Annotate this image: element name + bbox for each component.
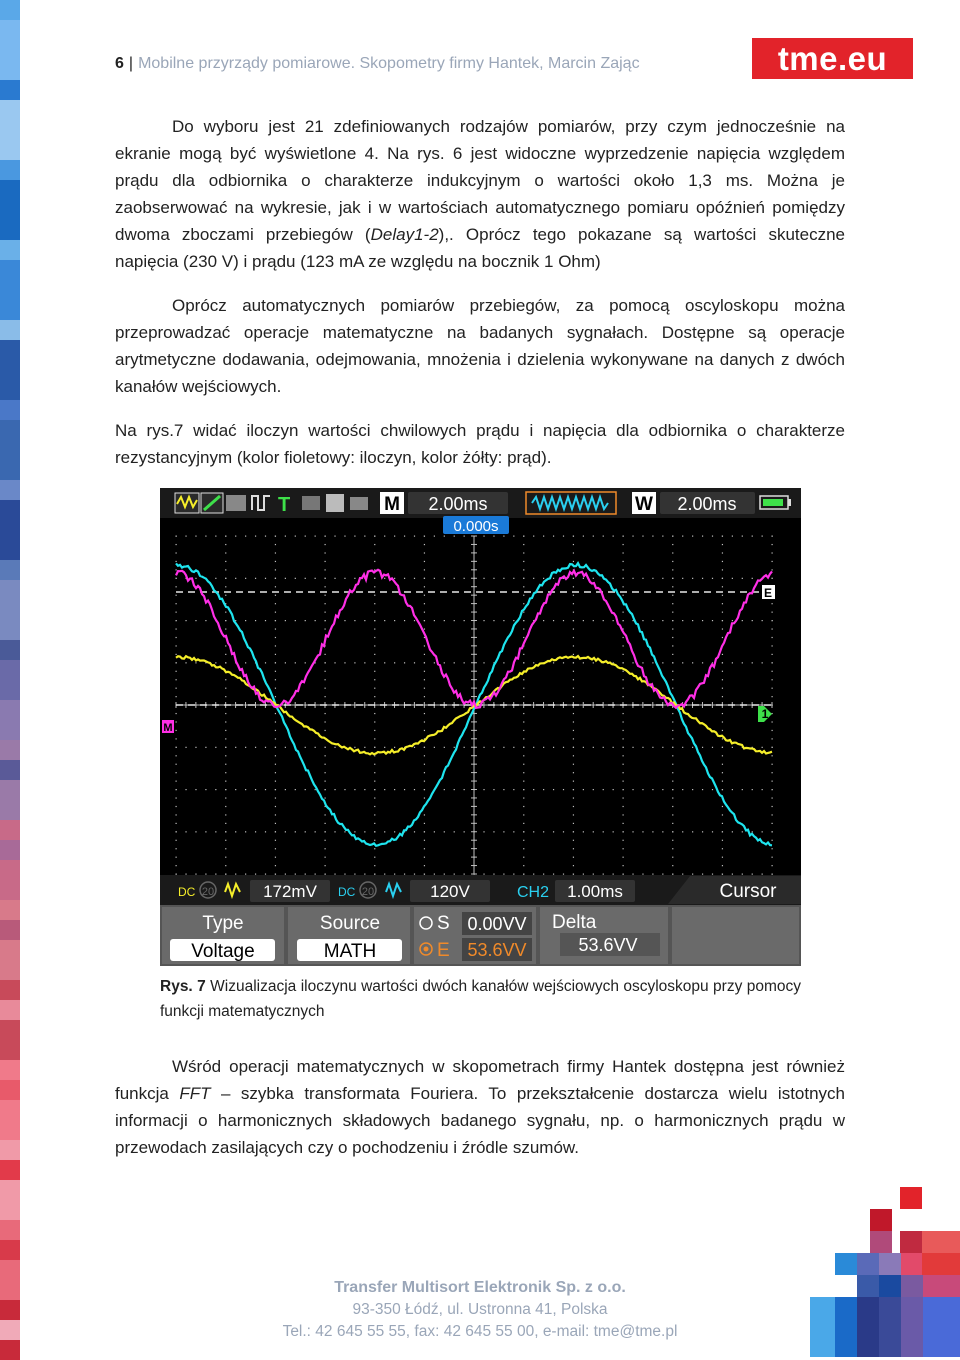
strip-tile xyxy=(0,480,20,500)
decorative-left-strip xyxy=(0,0,20,1357)
strip-tile xyxy=(0,1100,20,1120)
display-icon xyxy=(302,496,320,510)
strip-tile xyxy=(0,960,20,980)
ch2-scale: 120V xyxy=(430,882,470,901)
strip-tile xyxy=(0,980,20,1000)
window-timebase-value: 2.00ms xyxy=(677,494,737,514)
strip-tile xyxy=(0,880,20,900)
window-label: W xyxy=(635,494,653,515)
footer-address: 93-350 Łódź, ul. Ustronna 41, Polska xyxy=(352,1301,608,1318)
strip-tile xyxy=(0,520,20,540)
ch1-marker: 1 xyxy=(761,707,769,721)
strip-tile xyxy=(0,560,20,580)
strip-tile xyxy=(0,200,20,220)
strip-tile xyxy=(0,1080,20,1100)
strip-tile xyxy=(0,260,20,280)
strip-tile xyxy=(0,400,20,420)
strip-tile xyxy=(0,660,20,680)
caption-label: Rys. 7 xyxy=(160,978,206,995)
strip-tile xyxy=(0,1340,20,1360)
strip-tile xyxy=(0,360,20,380)
strip-tile xyxy=(0,440,20,460)
strip-tile xyxy=(0,940,20,960)
paragraph-text: Oprócz automatycznych pomiarów przebiegów, za pomocą oscyloskopu można przeprowadzać operacje matematyczne na badanych sygnałach. Dostępne są operacje arytmetyczne dodawania, odejmowania, mnożenia i dzielenia wykonywane na danych z dwóch kanałów wejściowych. xyxy=(115,296,845,396)
strip-tile xyxy=(0,240,20,260)
mode-label: M xyxy=(384,494,400,515)
ch2-probe: 20 xyxy=(361,886,375,898)
trigger-source: CH2 xyxy=(517,884,550,901)
strip-tile xyxy=(0,580,20,600)
menu-title: Cursor xyxy=(719,881,777,902)
paragraph-figure-reference xyxy=(115,417,845,471)
delta-label: Delta xyxy=(552,912,597,933)
source-value: MATH xyxy=(323,941,377,962)
strip-tile xyxy=(0,40,20,60)
strip-tile xyxy=(0,1140,20,1160)
document-title: Mobilne przyrządy pomiarowe. Skopometry firmy Hantek, Marcin Zając xyxy=(138,55,640,72)
caption-text: Wizualizacja iloczynu wartości dwóch kanałów wejściowych oscyloskopu przy pomocy funkcji matematycznych xyxy=(160,978,801,1020)
strip-tile xyxy=(0,160,20,180)
delta-value: 53.6VV xyxy=(578,935,638,955)
ch1-coupling: DC xyxy=(178,885,196,899)
strip-tile xyxy=(0,1220,20,1240)
strip-tile xyxy=(0,100,20,120)
strip-tile xyxy=(0,780,20,800)
strip-tile xyxy=(0,420,20,440)
type-label: Type xyxy=(202,913,244,934)
strip-tile xyxy=(0,460,20,480)
strip-tile xyxy=(0,300,20,320)
strip-tile xyxy=(0,620,20,640)
strip-tile xyxy=(0,600,20,620)
paragraph-measurements xyxy=(115,113,845,275)
e-value: 53.6VV xyxy=(467,940,527,960)
page-header xyxy=(115,55,640,73)
footer-company: Transfer Multisort Elektronik Sp. z o.o. xyxy=(334,1279,626,1296)
footer-contact: Tel.: 42 645 55 55, fax: 42 645 55 00, e-mail: tme@tme.pl xyxy=(282,1323,678,1340)
strip-tile xyxy=(0,500,20,520)
empty-menu-slot[interactable] xyxy=(672,907,799,964)
strip-tile xyxy=(0,700,20,720)
oscilloscope-screenshot xyxy=(160,488,801,966)
paragraph-italic: Delay1-2 xyxy=(370,225,439,244)
strip-tile xyxy=(0,0,20,20)
strip-tile xyxy=(0,1240,20,1260)
header-separator: | xyxy=(128,55,134,72)
strip-tile xyxy=(0,80,20,100)
acquire-icon xyxy=(226,495,246,511)
strip-tile xyxy=(0,220,20,240)
strip-tile xyxy=(0,900,20,920)
timebase-value: 2.00ms xyxy=(428,494,488,514)
strip-tile xyxy=(0,180,20,200)
paragraph-text: Wśród operacji matematycznych w skopometrach firmy Hantek dostępna jest również funkcja xyxy=(115,1057,845,1103)
s-label: S xyxy=(437,913,450,934)
strip-tile xyxy=(0,760,20,780)
ch1-scale: 172mV xyxy=(263,882,317,901)
math-channel-marker: M xyxy=(163,722,173,734)
strip-tile xyxy=(0,380,20,400)
oscilloscope-display xyxy=(160,488,801,966)
strip-tile xyxy=(0,60,20,80)
strip-tile xyxy=(0,120,20,140)
strip-tile xyxy=(0,820,20,840)
strip-tile xyxy=(0,840,20,860)
page-number: 6 xyxy=(115,55,124,72)
strip-tile xyxy=(0,800,20,820)
cursor-e-marker: E xyxy=(763,586,773,600)
save-icon xyxy=(326,494,344,512)
strip-tile xyxy=(0,1000,20,1020)
strip-tile xyxy=(0,1180,20,1200)
strip-tile xyxy=(0,1120,20,1140)
strip-tile xyxy=(0,740,20,760)
strip-tile xyxy=(0,920,20,940)
strip-tile xyxy=(0,1260,20,1280)
paragraph-fft xyxy=(115,1053,845,1161)
ch2-coupling: DC xyxy=(338,885,356,899)
paragraph-text: – szybka transformata Fouriera. To przekształcenie dostarcza wielu istotnych informacji o harmonicznych składowych badanego sygnału, np. o harmonicznych prądu w przewodach zasilających czy o pochodzeniu i źródle szumów. xyxy=(115,1084,846,1157)
strip-tile xyxy=(0,680,20,700)
strip-tile xyxy=(0,280,20,300)
strip-tile xyxy=(0,20,20,40)
tme-logo: tme.eu xyxy=(752,38,913,79)
strip-tile xyxy=(0,720,20,740)
paragraph-math-operations xyxy=(115,292,845,400)
type-value: Voltage xyxy=(191,941,255,962)
ch1-probe: 20 xyxy=(201,886,215,898)
utility-icon xyxy=(350,497,368,510)
source-label: Source xyxy=(319,913,381,934)
trigger-icon: T xyxy=(278,494,291,516)
trigger-time: 1.00ms xyxy=(567,882,623,901)
strip-tile xyxy=(0,1200,20,1220)
paragraph-italic: FFT xyxy=(179,1084,211,1103)
strip-tile xyxy=(0,640,20,660)
strip-tile xyxy=(0,1060,20,1080)
strip-tile xyxy=(0,320,20,340)
trigger-offset: 0.000s xyxy=(453,518,499,535)
figure-caption xyxy=(160,974,801,1024)
strip-tile xyxy=(0,1160,20,1180)
e-label: E xyxy=(437,940,450,961)
paragraph-text: Do wyboru jest 21 zdefiniowanych rodzajów pomiarów, przy czym jednocześnie na ekranie mogą być wyświetlone 4. Na rys. 6 jest widoczne wyprzedzenie napięcia względem prądu dla odbiornika o charakterze indukcyjnym o wartości około 1,3 ms. Można je zaobserwować na wykresie, jak i w wartościach automatycznego pomiaru opóźnień pomiędzy dwoma zboczami przebiegów ( xyxy=(115,117,845,244)
strip-tile xyxy=(0,140,20,160)
paragraph-text: ),. Oprócz tego pokazane są wartości skuteczne napięcia (230 V) i prądu (123 mA ze względu na bocznik 1 Ohm) xyxy=(115,225,845,271)
strip-tile xyxy=(0,1040,20,1060)
strip-tile xyxy=(0,1020,20,1040)
paragraph-text: Na rys.7 widać iloczyn wartości chwilowych prądu i napięcia dla odbiornika o charakterze rezystancyjnym (kolor fioletowy: iloczyn, kolor żółty: prąd). xyxy=(115,421,845,467)
strip-tile xyxy=(0,860,20,880)
strip-tile xyxy=(0,540,20,560)
s-value: 0.00VV xyxy=(467,914,527,934)
strip-tile xyxy=(0,340,20,360)
